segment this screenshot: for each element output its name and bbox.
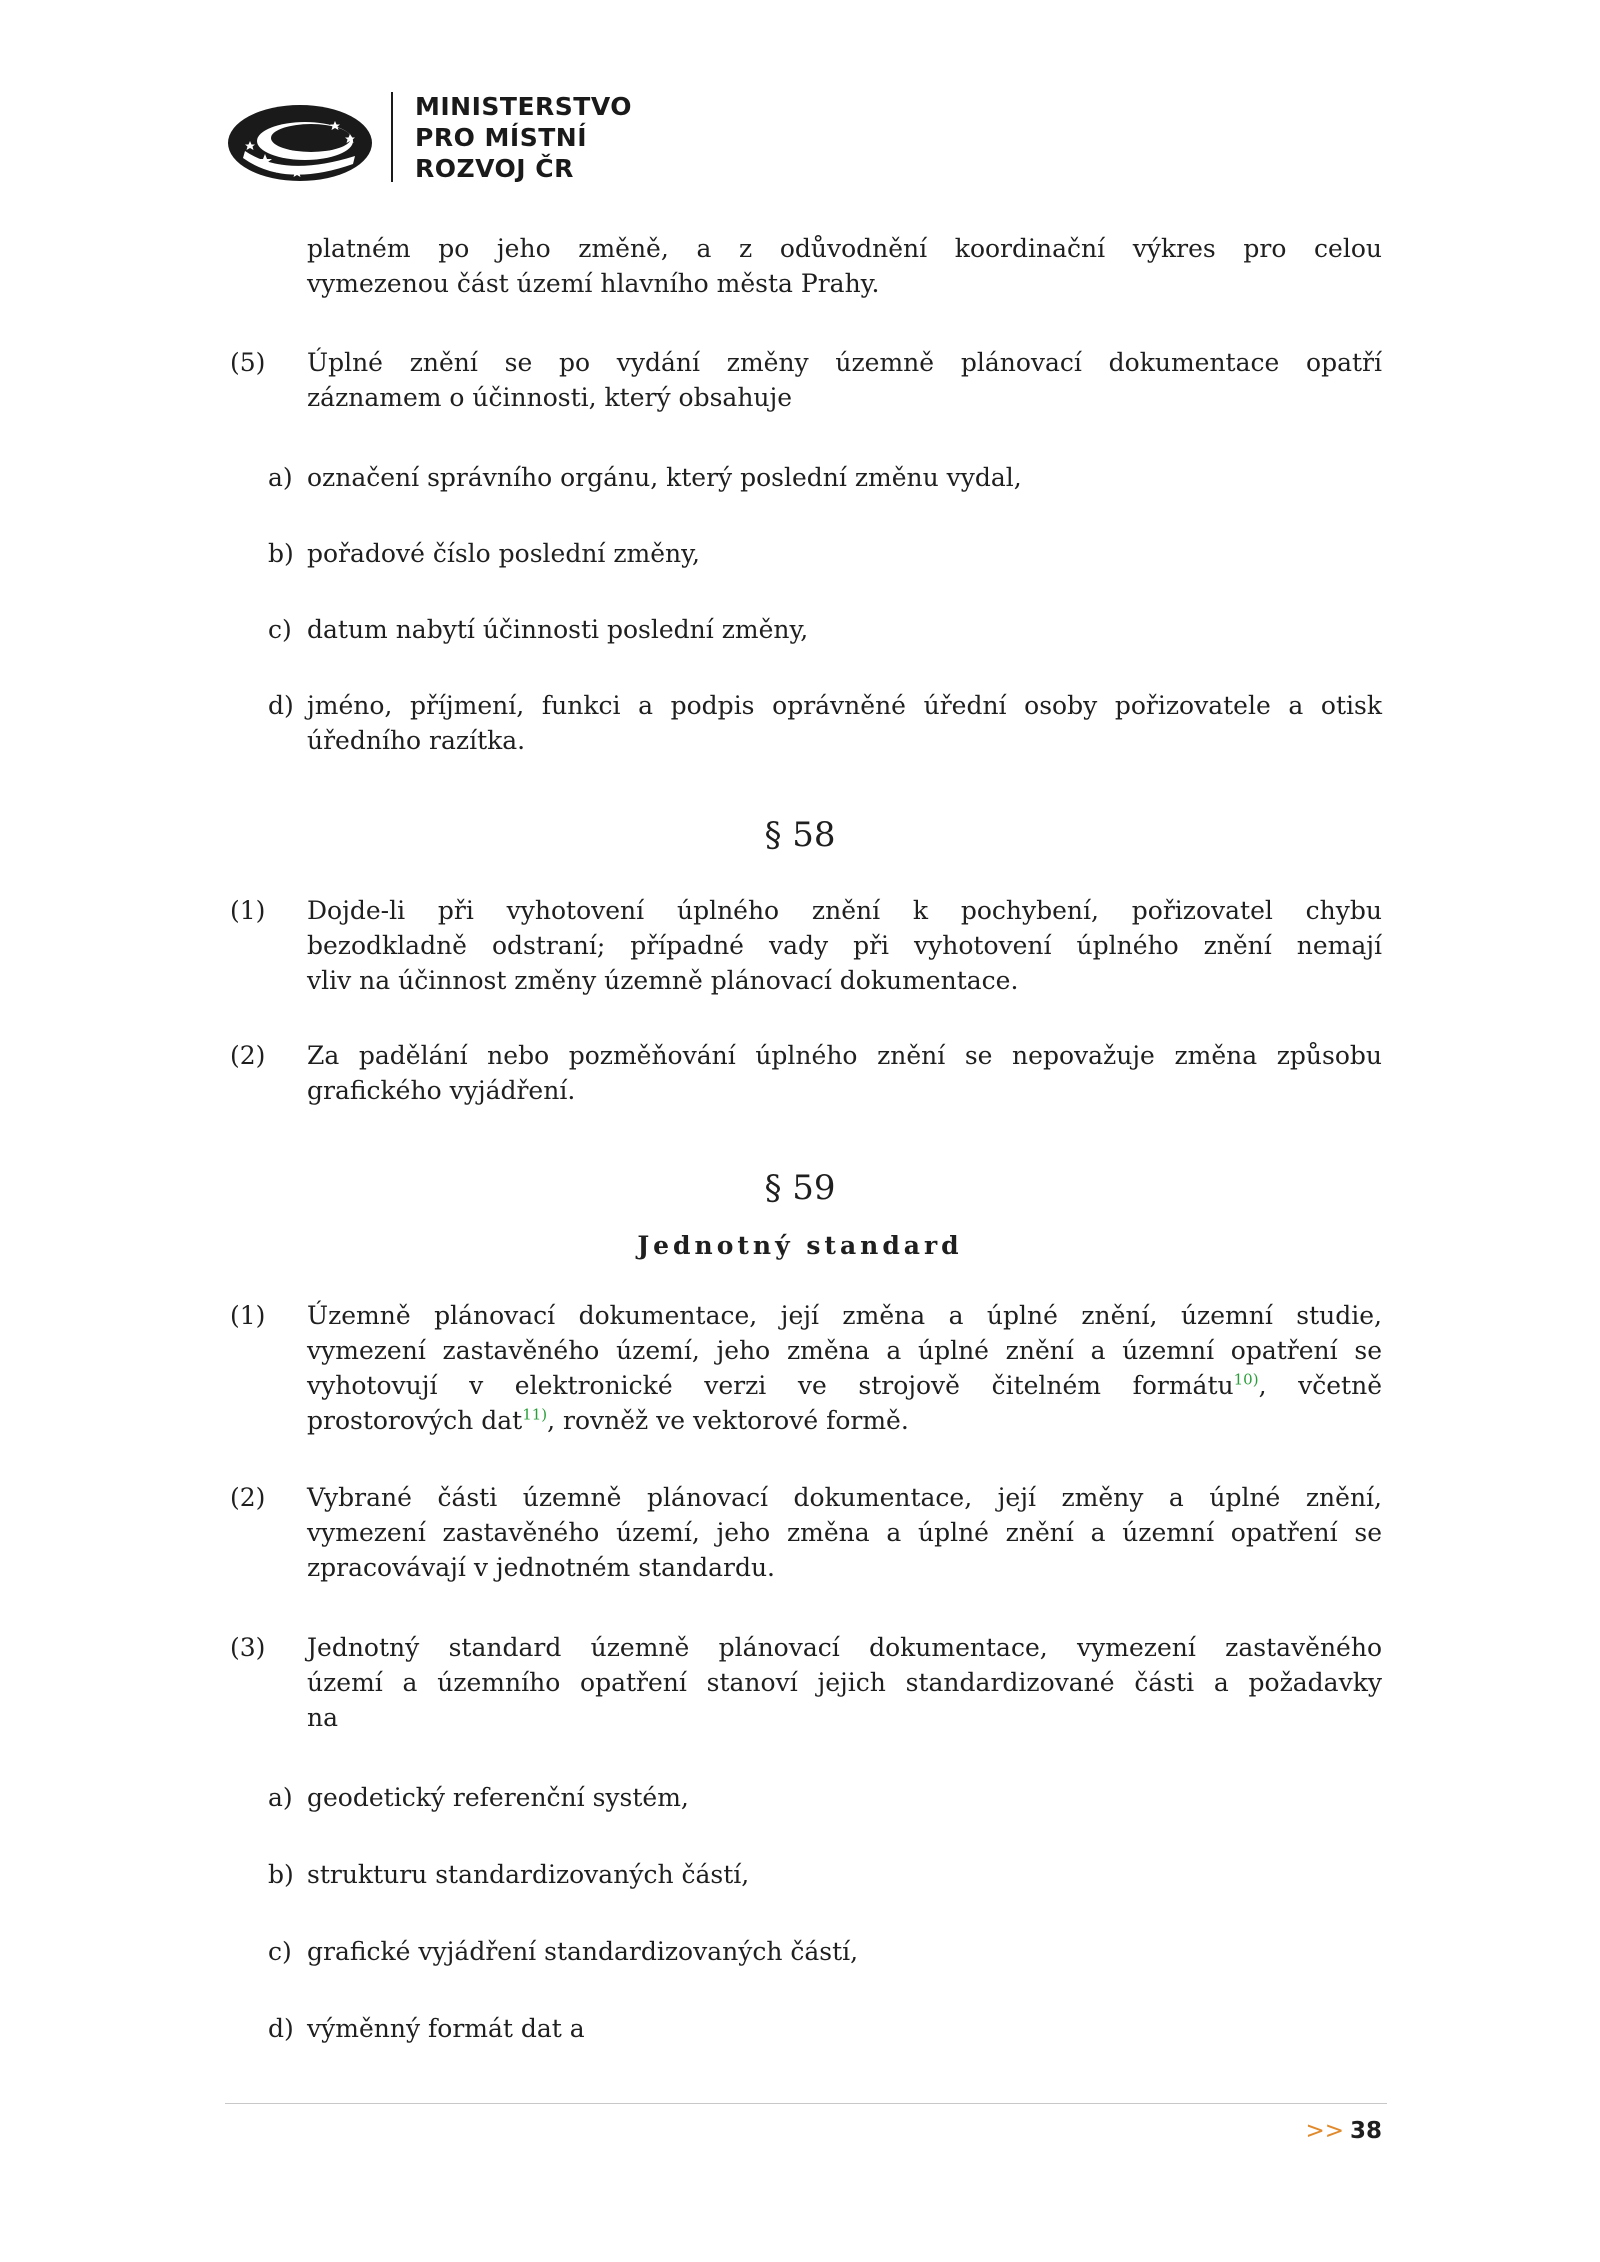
text-line: bezodkladně odstraní; případné vady při vyhotovení úplného znění nemají — [307, 931, 1382, 960]
continuation-paragraph — [307, 231, 1382, 301]
ministry-name-line3: ROZVOJ ČR — [415, 154, 574, 183]
section58-paragraph-1 — [307, 893, 1382, 998]
text-line: jméno, příjmení, funkci a podpis oprávněné úřední osoby pořizovatele a otisk — [307, 691, 1382, 720]
text-line: Jednotný standard územně plánovací dokumentace, vymezení zastavěného — [307, 1633, 1382, 1662]
text-line: strukturu standardizovaných částí, — [307, 1860, 750, 1889]
section-title: Jednotný standard — [637, 1231, 963, 1260]
list-item — [307, 1780, 1382, 1815]
text-line — [307, 1368, 1382, 1403]
text-line: Územně plánovací dokumentace, její změna a úplné znění, územní studie, — [307, 1301, 1382, 1330]
list-item — [307, 1857, 1382, 1892]
footnote-reference[interactable]: 10) — [1233, 1370, 1259, 1389]
text-line: Dojde-li při vyhotovení úplného znění k pochybení, pořizovatel chybu — [307, 896, 1382, 925]
text-line: vymezení zastavěného území, jeho změna a úplné znění a územní opatření se — [307, 1518, 1382, 1547]
page-arrows-icon: >> — [1305, 2118, 1344, 2144]
paragraph-number: (1) — [230, 1301, 266, 1330]
footnote-reference[interactable]: 11) — [522, 1405, 548, 1424]
text-line: Za padělání nebo pozměňování úplného znění se nepovažuje změna způsobu — [307, 1041, 1382, 1070]
paragraph-number: (1) — [230, 896, 266, 925]
item-letter: a) — [268, 463, 293, 492]
section58-paragraph-2 — [307, 1038, 1382, 1108]
ministry-logo-icon — [225, 96, 375, 186]
ministry-name-line2: PRO MÍSTNÍ — [415, 123, 587, 152]
item-letter: d) — [268, 691, 294, 720]
text-line — [307, 1403, 1382, 1438]
text-line: grafického vyjádření. — [307, 1076, 576, 1105]
section59-paragraph-3 — [307, 1630, 1382, 1735]
section59-paragraph-1 — [307, 1298, 1382, 1438]
text-line: pořadové číslo poslední změny, — [307, 539, 700, 568]
page-number-value: 38 — [1349, 2118, 1382, 2144]
paragraph-number: (3) — [230, 1633, 266, 1662]
section-heading: § 58 — [764, 815, 836, 855]
item-letter: c) — [268, 615, 292, 644]
text-segment: vyhotovují v elektronické verzi ve strojově čitelném formátu — [307, 1371, 1234, 1400]
text-line: Vybrané části územně plánovací dokumentace, její změny a úplné znění, — [307, 1483, 1382, 1512]
text-line: geodetický referenční systém, — [307, 1783, 689, 1812]
item-letter: d) — [268, 2014, 294, 2043]
list-item — [307, 1934, 1382, 1969]
paragraph-number: (2) — [230, 1041, 266, 1070]
text-line: grafické vyjádření standardizovaných částí, — [307, 1937, 859, 1966]
text-line: zpracovávají v jednotném standardu. — [307, 1553, 775, 1582]
paragraph-5 — [307, 345, 1382, 415]
page-number — [1305, 2118, 1382, 2144]
ministry-name — [415, 91, 632, 184]
list-item — [307, 612, 1382, 647]
text-line: vymezení zastavěného území, jeho změna a úplné znění a územní opatření se — [307, 1336, 1382, 1365]
item-letter: b) — [268, 1860, 294, 1889]
text-segment: , včetně — [1258, 1371, 1382, 1400]
text-line: na — [307, 1703, 339, 1732]
item-letter: b) — [268, 539, 294, 568]
list-item — [307, 536, 1382, 571]
text-line: úředního razítka. — [307, 726, 526, 755]
text-segment: , rovněž ve vektorové formě. — [547, 1406, 909, 1435]
text-line: označení správního orgánu, který poslední změnu vydal, — [307, 463, 1022, 492]
list-item — [307, 688, 1382, 758]
text-line: platném po jeho změně, a z odůvodnění koordinační výkres pro celou — [307, 234, 1382, 263]
text-line: vliv na účinnost změny územně plánovací dokumentace. — [307, 966, 1019, 995]
text-line: výměnný formát dat a — [307, 2014, 585, 2043]
logo-divider — [391, 92, 393, 182]
text-line: Úplné znění se po vydání změny územně plánovací dokumentace opatří — [307, 348, 1382, 377]
section-heading: § 59 — [764, 1168, 836, 1208]
text-segment: prostorových dat — [307, 1406, 523, 1435]
paragraph-number: (2) — [230, 1483, 266, 1512]
list-item — [307, 460, 1382, 495]
item-letter: c) — [268, 1937, 292, 1966]
text-line: záznamem o účinnosti, který obsahuje — [307, 383, 793, 412]
text-line: vymezenou část území hlavního města Prahy. — [307, 269, 880, 298]
ministry-name-line1: MINISTERSTVO — [415, 92, 633, 121]
footer-divider — [225, 2103, 1387, 2104]
paragraph-number: (5) — [230, 348, 266, 377]
section59-paragraph-2 — [307, 1480, 1382, 1585]
text-line: datum nabytí účinnosti poslední změny, — [307, 615, 809, 644]
list-item — [307, 2011, 1382, 2046]
item-letter: a) — [268, 1783, 293, 1812]
text-line: území a územního opatření stanoví jejich standardizované části a požadavky — [307, 1668, 1382, 1697]
